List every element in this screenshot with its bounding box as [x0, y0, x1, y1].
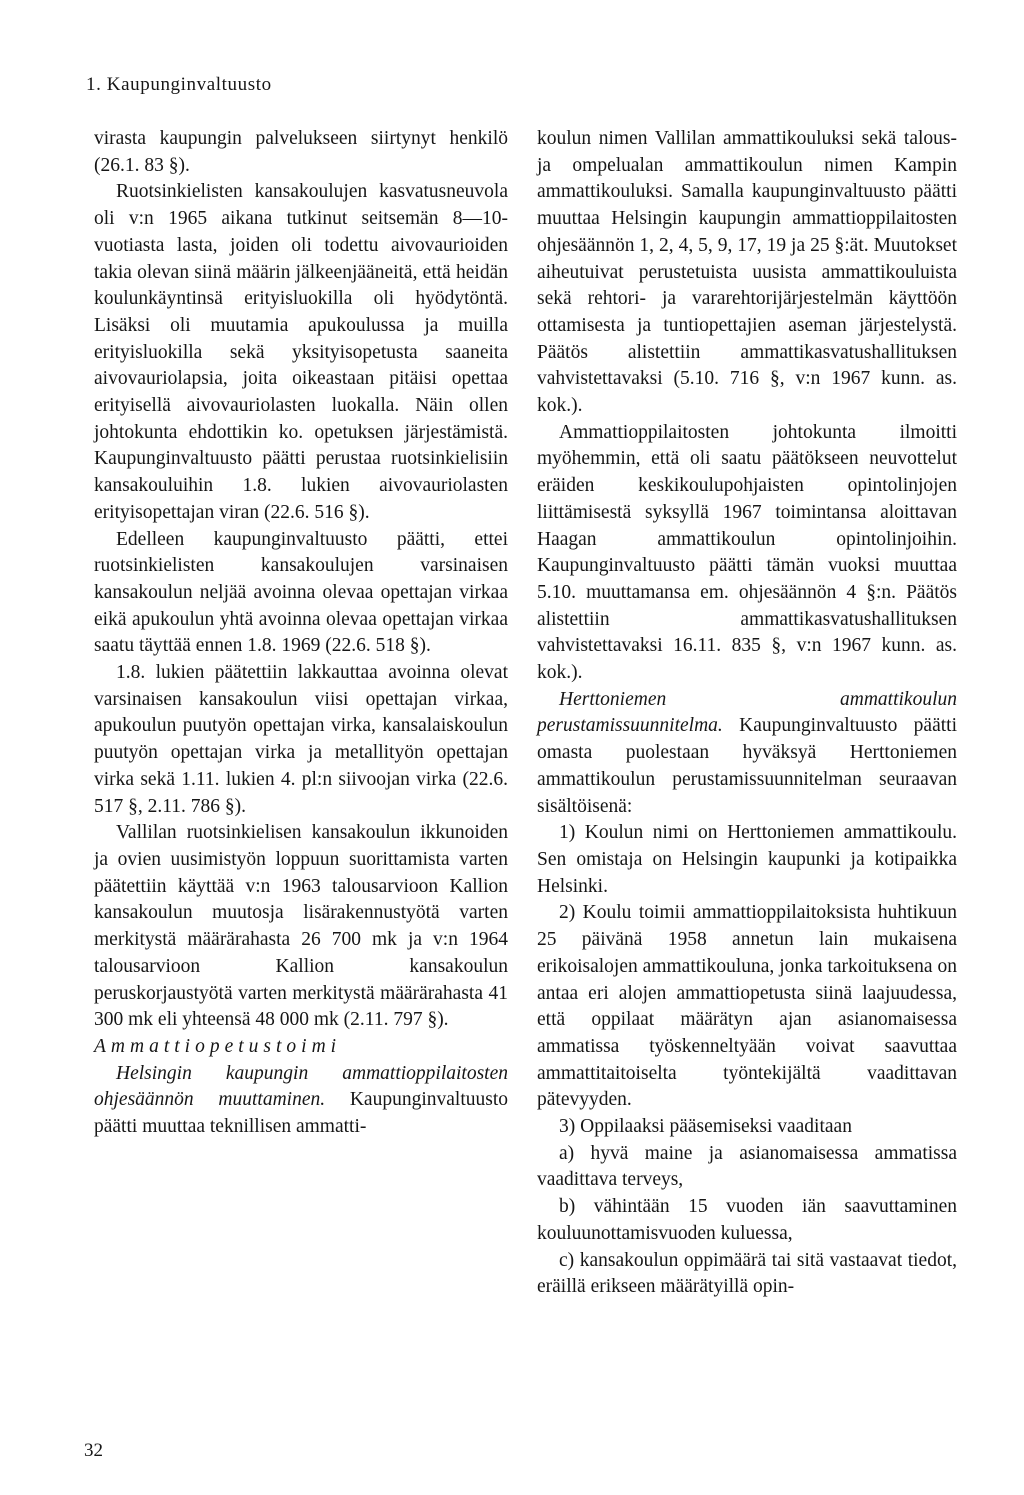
paragraph-heading: Herttoniemen ammattikoulun perustamissuunnitelma. [537, 688, 957, 737]
paragraph: Edelleen kaupunginvaltuusto päätti, ettei ruotsinkielisten kansakoulujen varsinaisen kansakoulun neljää avoinna olevaa opettajan virkaa eikä apukoulun yhtä avoinna olevaa opettajan virkaa saatu täyttää ennen 1.8. 1969 (22.6. 518 §). [94, 528, 508, 657]
page-number: 32 [84, 1440, 103, 1461]
running-header: 1. Kaupunginvaltuusto [86, 74, 272, 95]
paragraph: Ruotsinkielisten kansakoulujen kasvatusneuvola oli v:n 1965 aikana tutkinut seitsemän 8—10-vuotiasta lasta, joiden oli todettu aivovaurioiden takia olevan siinä määrin jälkeenjääneitä, että heidän koulunkäyntinsä erityisluokilla oli hyödytöntä. Lisäksi oli muutamia apukoulussa ja muilla erityisluokilla sekä yksityisopetusta saaneita aivovauriolapsia, joita oikeastaan pitäisi opettaa erityisellä aivovauriolasten luokalla. Näin ollen johtokunta ehdottikin ko. opetuksen järjestämistä. Kaupunginvaltuusto päätti perustaa ruotsinkielisiin kansakouluihin 1.8. lukien aivovauriolasten erityisopettajan viran (22.6. 516 §). [94, 181, 508, 523]
right-column [537, 126, 957, 1301]
list-item: c) kansakoulun oppimäärä tai sitä vastaavat tiedot, eräillä erikseen määrätyillä opin- [537, 1249, 957, 1298]
paragraph [537, 687, 957, 821]
paragraph-heading: Helsingin kaupungin ammattioppilaitosten ohjesäännön muuttaminen. [94, 1062, 508, 1111]
paragraph-text: Kaupunginvaltuusto päätti omasta puolestaan hyväksyä Herttoniemen ammattikoulun perustamissuunnitelman seuraavan sisältöisenä: [537, 715, 957, 817]
paragraph: Vallilan ruotsinkielisen kansakoulun ikkunoiden ja ovien uusimistyön loppuun suorittamista varten päätettiin käyttää v:n 1963 talousarvioon Kallion kansakoulun muutosja lisärakennustyötä varten merkitystä määrärahasta 26 700 mk ja v:n 1964 talousarvioon Kallion kansakoulun peruskorjaustyötä varten merkitystä määrärahasta 41 300 mk eli yhteensä 48 000 mk (2.11. 797 §). [94, 822, 508, 1031]
list-item: b) vähintään 15 vuoden iän saavuttaminen kouluunottamisvuoden kuluessa, [537, 1196, 957, 1244]
paragraph: virasta kaupungin palvelukseen siirtynyt henkilö (26.1. 83 §). [94, 128, 508, 176]
left-column [94, 126, 508, 1141]
paragraph: 1.8. lukien päätettiin lakkauttaa avoinna olevat varsinaisen kansakoulun viisi opettajan virkaa, apukoulun puutyön opettajan virka, kansalaiskoulun puutyön opettajan virka ja metallityön opettajan virka sekä 1.11. lukien 4. pl:n siivoojan virka (22.6. 517 §, 2.11. 786 §). [94, 662, 508, 817]
list-item: 2) Koulu toimii ammattioppilaitoksista huhtikuun 25 päivänä 1958 annetun lain mukaisena erikoisalojen ammattikouluna, jonka tarkoituksena on antaa eri alojen ammattiopetusta siinä laajuudessa, että oppilaat määrätyn ajan asianomaisessa ammatissa työskenneltyään voivat saavuttaa ammattitaitoiselta työntekijältä vaadittavan pätevyyden. [537, 902, 957, 1111]
paragraph: koulun nimen Vallilan ammattikouluksi sekä talous- ja ompelualan ammattikoulun nimen Kampin ammattikouluksi. Samalla kaupunginvaltuusto päätti muuttaa Helsingin kaupungin ammattioppilaitosten ohjesäännön 1, 2, 4, 5, 9, 17, 19 ja 25 §:ät. Muutokset aiheutuivat perustetuista uusista ammattikouluista sekä rehtori- ja vararehtorijärjestelmän käyttöön ottamisesta ja tuntiopettajien aseman järjestelystä. Päätös alistettiin ammattikasvatushallituksen vahvistettavaksi (5.10. 716 §, v:n 1967 kunn. as. kok.). [537, 128, 957, 417]
list-item: 1) Koulun nimi on Herttoniemen ammattikoulu. Sen omistaja on Helsingin kaupunki ja kotipaikka Helsinki. [537, 822, 957, 897]
list-item: 3) Oppilaaksi pääsemiseksi vaaditaan [559, 1116, 852, 1138]
paragraph: Ammattioppilaitosten johtokunta ilmoitti myöhemmin, että oli saatu päätökseen neuvottelut eräiden keskikoulupohjaisten opintolinjojen liittämisestä syksyllä 1967 toimintansa aloittavan Haagan ammattikoulun opintolinjoihin. Kaupunginvaltuusto päätti tämän vuoksi muuttaa 5.10. muuttamansa em. ohjesäännön 4 §:n. Päätös alistettiin ammattikasvatushallituksen vahvistettavaksi 16.11. 835 §, v:n 1967 kunn. as. kok.). [537, 421, 957, 684]
paragraph [94, 1061, 508, 1141]
list-item: a) hyvä maine ja asianomaisessa ammatissa vaadittava terveys, [537, 1142, 957, 1191]
section-title: Ammattiopetustoimi [94, 1035, 342, 1057]
paragraph-text: Kaupunginvaltuusto päätti muuttaa teknillisen ammatti- [94, 1089, 509, 1138]
